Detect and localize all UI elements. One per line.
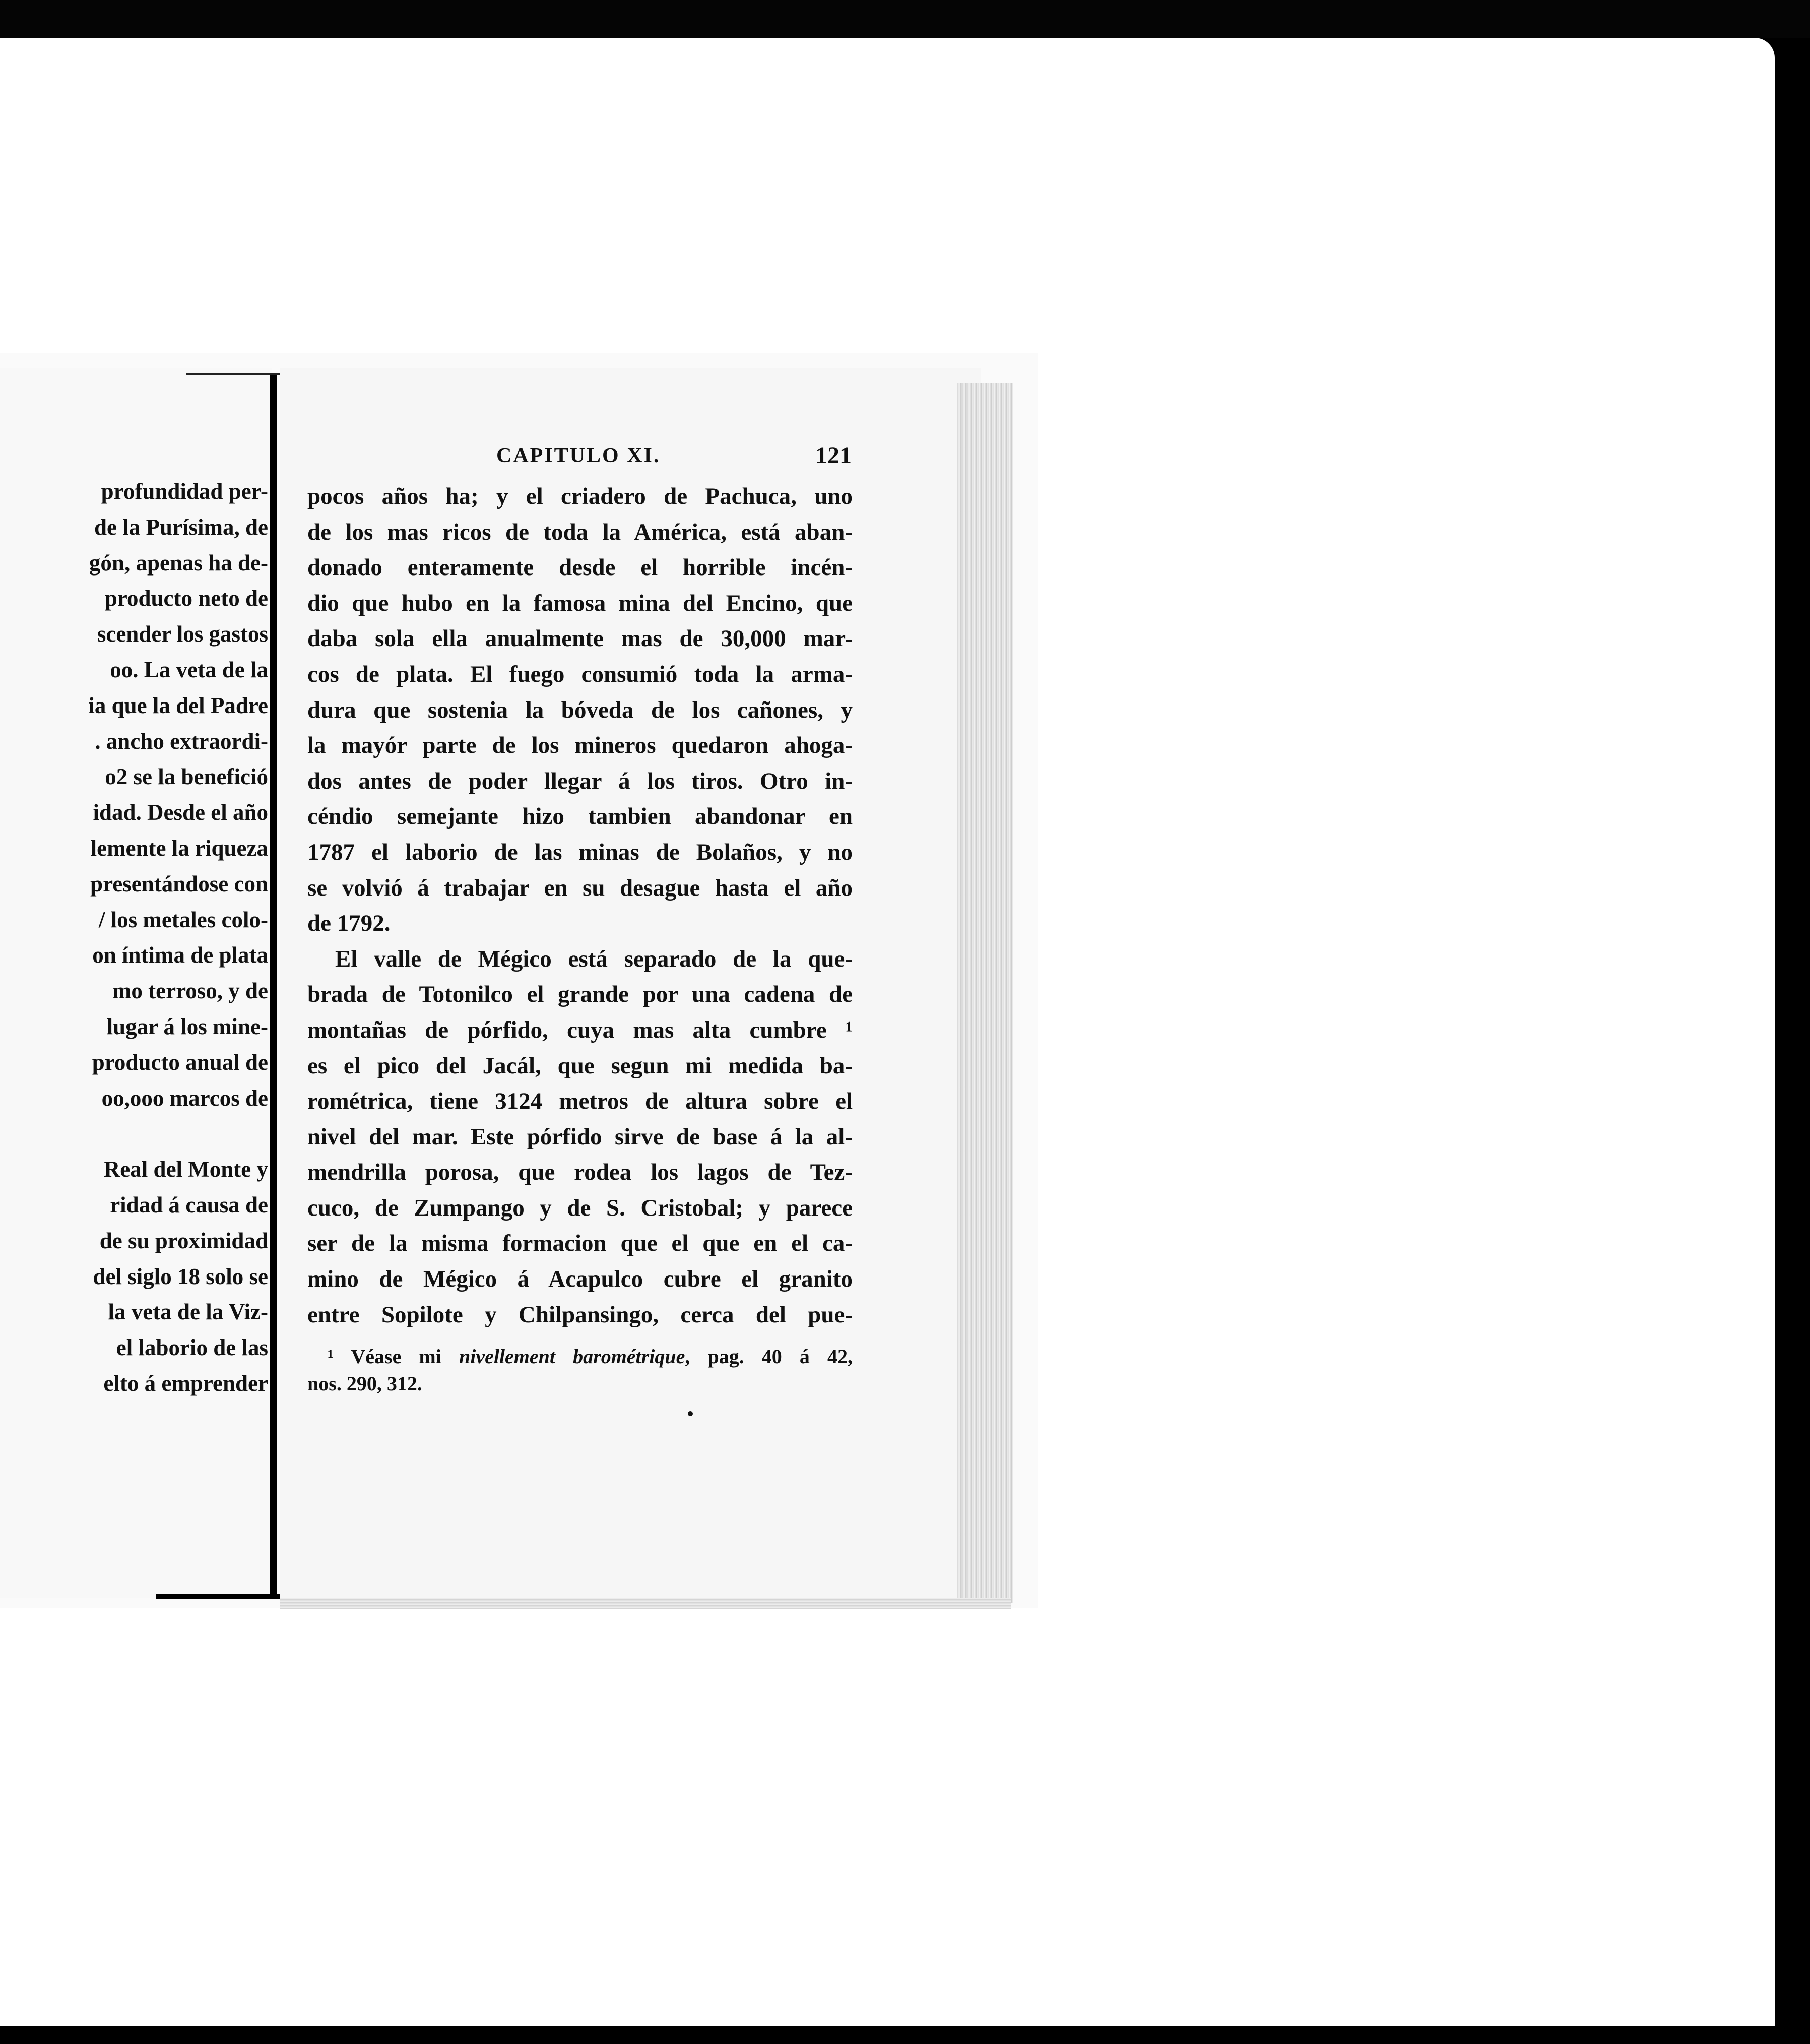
- body-text-line: ser de la misma formacion que el que en el ca-: [307, 1230, 853, 1257]
- left-text-line: lemente la riqueza: [90, 835, 268, 861]
- body-text-line: nivel del mar. Este pórfido sirve de base á la al-: [307, 1123, 853, 1150]
- page-edges: [957, 383, 1013, 1603]
- left-text-line: oo. La veta de la: [110, 657, 268, 682]
- body-text-line: daba sola ella anualmente mas de 30,000 mar-: [307, 625, 853, 652]
- footnote-line-2: nos. 290, 312.: [307, 1372, 422, 1395]
- left-text-line: de la Purísima, de: [94, 514, 268, 540]
- left-text-line: producto neto de: [104, 586, 268, 611]
- body-text-line: montañas de pórfido, cuya mas alta cumbre ¹: [307, 1016, 853, 1043]
- left-text-line: ridad á causa de: [110, 1192, 268, 1218]
- left-text-line: profundidad per-: [101, 479, 268, 504]
- left-text-line: scender los gastos: [97, 621, 268, 647]
- body-text-line: donado enteramente desde el horrible incén-: [307, 554, 853, 581]
- left-text-line: o2 se la benefició: [105, 764, 268, 790]
- body-text-line: se volvió á trabajar en su desague hasta el año: [307, 874, 853, 901]
- page-edges-bottom: [280, 1598, 1011, 1609]
- book-gutter: [270, 373, 277, 1598]
- body-text-line: cos de plata. El fuego consumió toda la arma-: [307, 661, 853, 687]
- left-text-line: gón, apenas ha de-: [89, 550, 268, 576]
- body-text-line: mendrilla porosa, que rodea los lagos de Tez-: [307, 1159, 853, 1186]
- footnote-title: nivellement barométrique: [459, 1345, 685, 1368]
- left-text-line: presentándose con: [90, 871, 268, 897]
- footnote-line-1: [307, 1343, 853, 1370]
- left-text-line: de su proximidad: [99, 1228, 268, 1253]
- body-text-line: brada de Totonilco el grande por una cadena de: [307, 981, 853, 1008]
- left-text-line: Real del Monte y: [103, 1157, 268, 1182]
- body-text-line: 1787 el laborio de las minas de Bolaños, y no: [307, 839, 853, 865]
- ink-speck: [688, 1411, 693, 1416]
- left-text-line: producto anual de: [92, 1049, 268, 1075]
- body-text-line: dos antes de poder llegar á los tiros. Otro in-: [307, 768, 853, 794]
- footnote-prefix: ¹ Véase mi: [328, 1345, 459, 1368]
- left-text-line: el laborio de las: [116, 1335, 268, 1361]
- body-text-line: dura que sostenia la bóveda de los cañones, y: [307, 696, 853, 723]
- footnote-pages: , pag. 40 á 42,: [685, 1345, 853, 1368]
- left-text-line: mo terroso, y de: [112, 978, 268, 1004]
- left-text-line: elto á emprender: [103, 1370, 268, 1396]
- body-text-line: entre Sopilote y Chilpansingo, cerca del pue-: [307, 1301, 853, 1328]
- left-page-text: [0, 474, 268, 1401]
- body-text-line: mino de Mégico á Acapulco cubre el granito: [307, 1266, 853, 1293]
- left-text-line: del siglo 18 solo se: [93, 1263, 268, 1289]
- body-text-line: la mayór parte de los mineros quedaron ahoga-: [307, 732, 853, 759]
- left-text-line: . ancho extraordi-: [95, 728, 268, 754]
- scanner-frame-top: [0, 0, 1810, 38]
- left-page: [0, 368, 272, 1598]
- body-text-line: de los mas ricos de toda la América, está aban-: [307, 519, 853, 545]
- right-page-body: [307, 479, 853, 1332]
- body-text-line: céndio semejante hizo tambien abandonar en: [307, 803, 853, 830]
- footnote: [307, 1343, 853, 1397]
- left-text-line: idad. Desde el año: [93, 800, 268, 825]
- left-text-line: / los metales colo-: [98, 907, 268, 932]
- left-text-line: lugar á los mine-: [106, 1013, 268, 1039]
- page-number: 121: [815, 442, 852, 469]
- body-text-line: pocos años ha; y el criadero de Pachuca, uno: [307, 483, 853, 509]
- body-text-line: de 1792.: [307, 910, 391, 937]
- body-text-line: cuco, de Zumpango y de S. Cristobal; y parece: [307, 1194, 853, 1221]
- left-text-line: ia que la del Padre: [88, 692, 268, 718]
- body-text-line: rométrica, tiene 3124 metros de altura sobre el: [307, 1088, 853, 1115]
- left-text-line: oo,ooo marcos de: [101, 1085, 268, 1111]
- left-text-line: la veta de la Viz-: [108, 1299, 268, 1325]
- running-header: CAPITULO XI.: [496, 444, 661, 467]
- left-text-line: on íntima de plata: [92, 942, 268, 968]
- body-text-line: El valle de Mégico está separado de la que-: [335, 945, 853, 972]
- body-text-line: es el pico del Jacál, que segun mi medida ba-: [307, 1052, 853, 1079]
- body-text-line: dio que hubo en la famosa mina del Encino, que: [307, 590, 853, 616]
- left-text-line: [0, 1116, 268, 1152]
